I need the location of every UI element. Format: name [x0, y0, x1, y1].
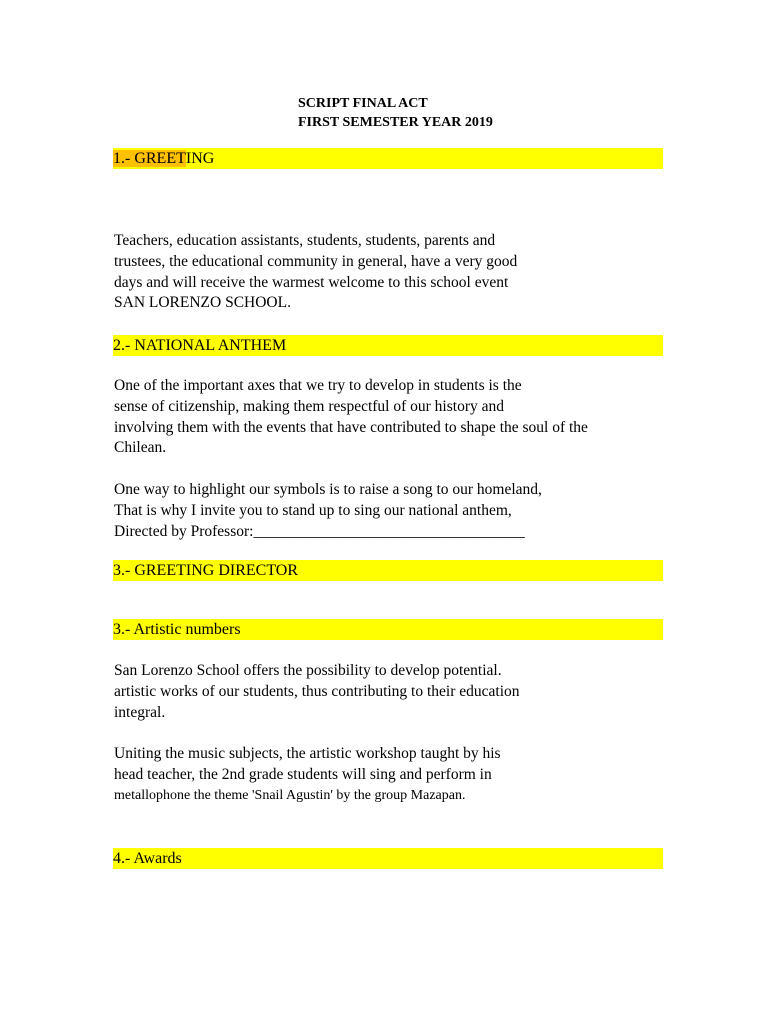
- section-heading-awards: 4.- Awards: [113, 848, 663, 869]
- paragraph-artistic-detail: [114, 744, 659, 806]
- paragraph-line: trustees, the educational community in general, have a very good: [114, 252, 518, 270]
- paragraph-greeting: [114, 231, 659, 314]
- paragraph-anthem-invite: [114, 480, 659, 542]
- paragraph-line: Chilean.: [114, 439, 167, 457]
- section-heading-greeting: [113, 148, 663, 169]
- paragraph-line: One way to highlight our symbols is to raise a song to our homeland,: [114, 481, 542, 498]
- paragraph-line: involving them with the events that have contributed to shape the soul of the: [114, 418, 588, 436]
- paragraph-line: metallophone the theme 'Snail Agustin' by the group Mazapan.: [114, 787, 466, 803]
- section-heading-national-anthem: 2.- NATIONAL ANTHEM: [113, 335, 663, 356]
- paragraph-line: One of the important axes that we try to develop in students is the: [114, 377, 522, 394]
- section-heading-artistic-numbers: 3.- Artistic numbers: [113, 619, 663, 640]
- paragraph-artistic-intro: [114, 661, 659, 723]
- paragraph-line: SAN LORENZO SCHOOL.: [114, 294, 291, 312]
- paragraph-line: artistic works of our students, thus contributing to their education: [114, 682, 520, 700]
- document-subtitle: FIRST SEMESTER YEAR 2019: [298, 115, 493, 130]
- paragraph-line: That is why I invite you to stand up to sing our national anthem,: [114, 501, 512, 519]
- paragraph-line: days and will receive the warmest welcome to this school event: [114, 273, 509, 291]
- paragraph-line: head teacher, the 2nd grade students will sing and perform in: [114, 765, 492, 783]
- heading-text: ING: [185, 150, 215, 167]
- section-heading-greeting-director: 3.- GREETING DIRECTOR: [113, 560, 663, 581]
- paragraph-anthem-intro: [114, 376, 659, 459]
- paragraph-line: Teachers, education assistants, students, students, parents and: [114, 232, 496, 249]
- paragraph-line: sense of citizenship, making them respectful of our history and: [114, 397, 504, 415]
- document-title: SCRIPT FINAL ACT: [298, 96, 428, 111]
- paragraph-line: San Lorenzo School offers the possibility to develop potential.: [114, 662, 502, 679]
- paragraph-line: Uniting the music subjects, the artistic workshop taught by his: [114, 745, 501, 762]
- heading-accent-text: 1.- GREET: [113, 150, 186, 167]
- paragraph-line: integral.: [114, 703, 166, 721]
- professor-signature-line: Directed by Professor:___________________________________: [114, 522, 525, 540]
